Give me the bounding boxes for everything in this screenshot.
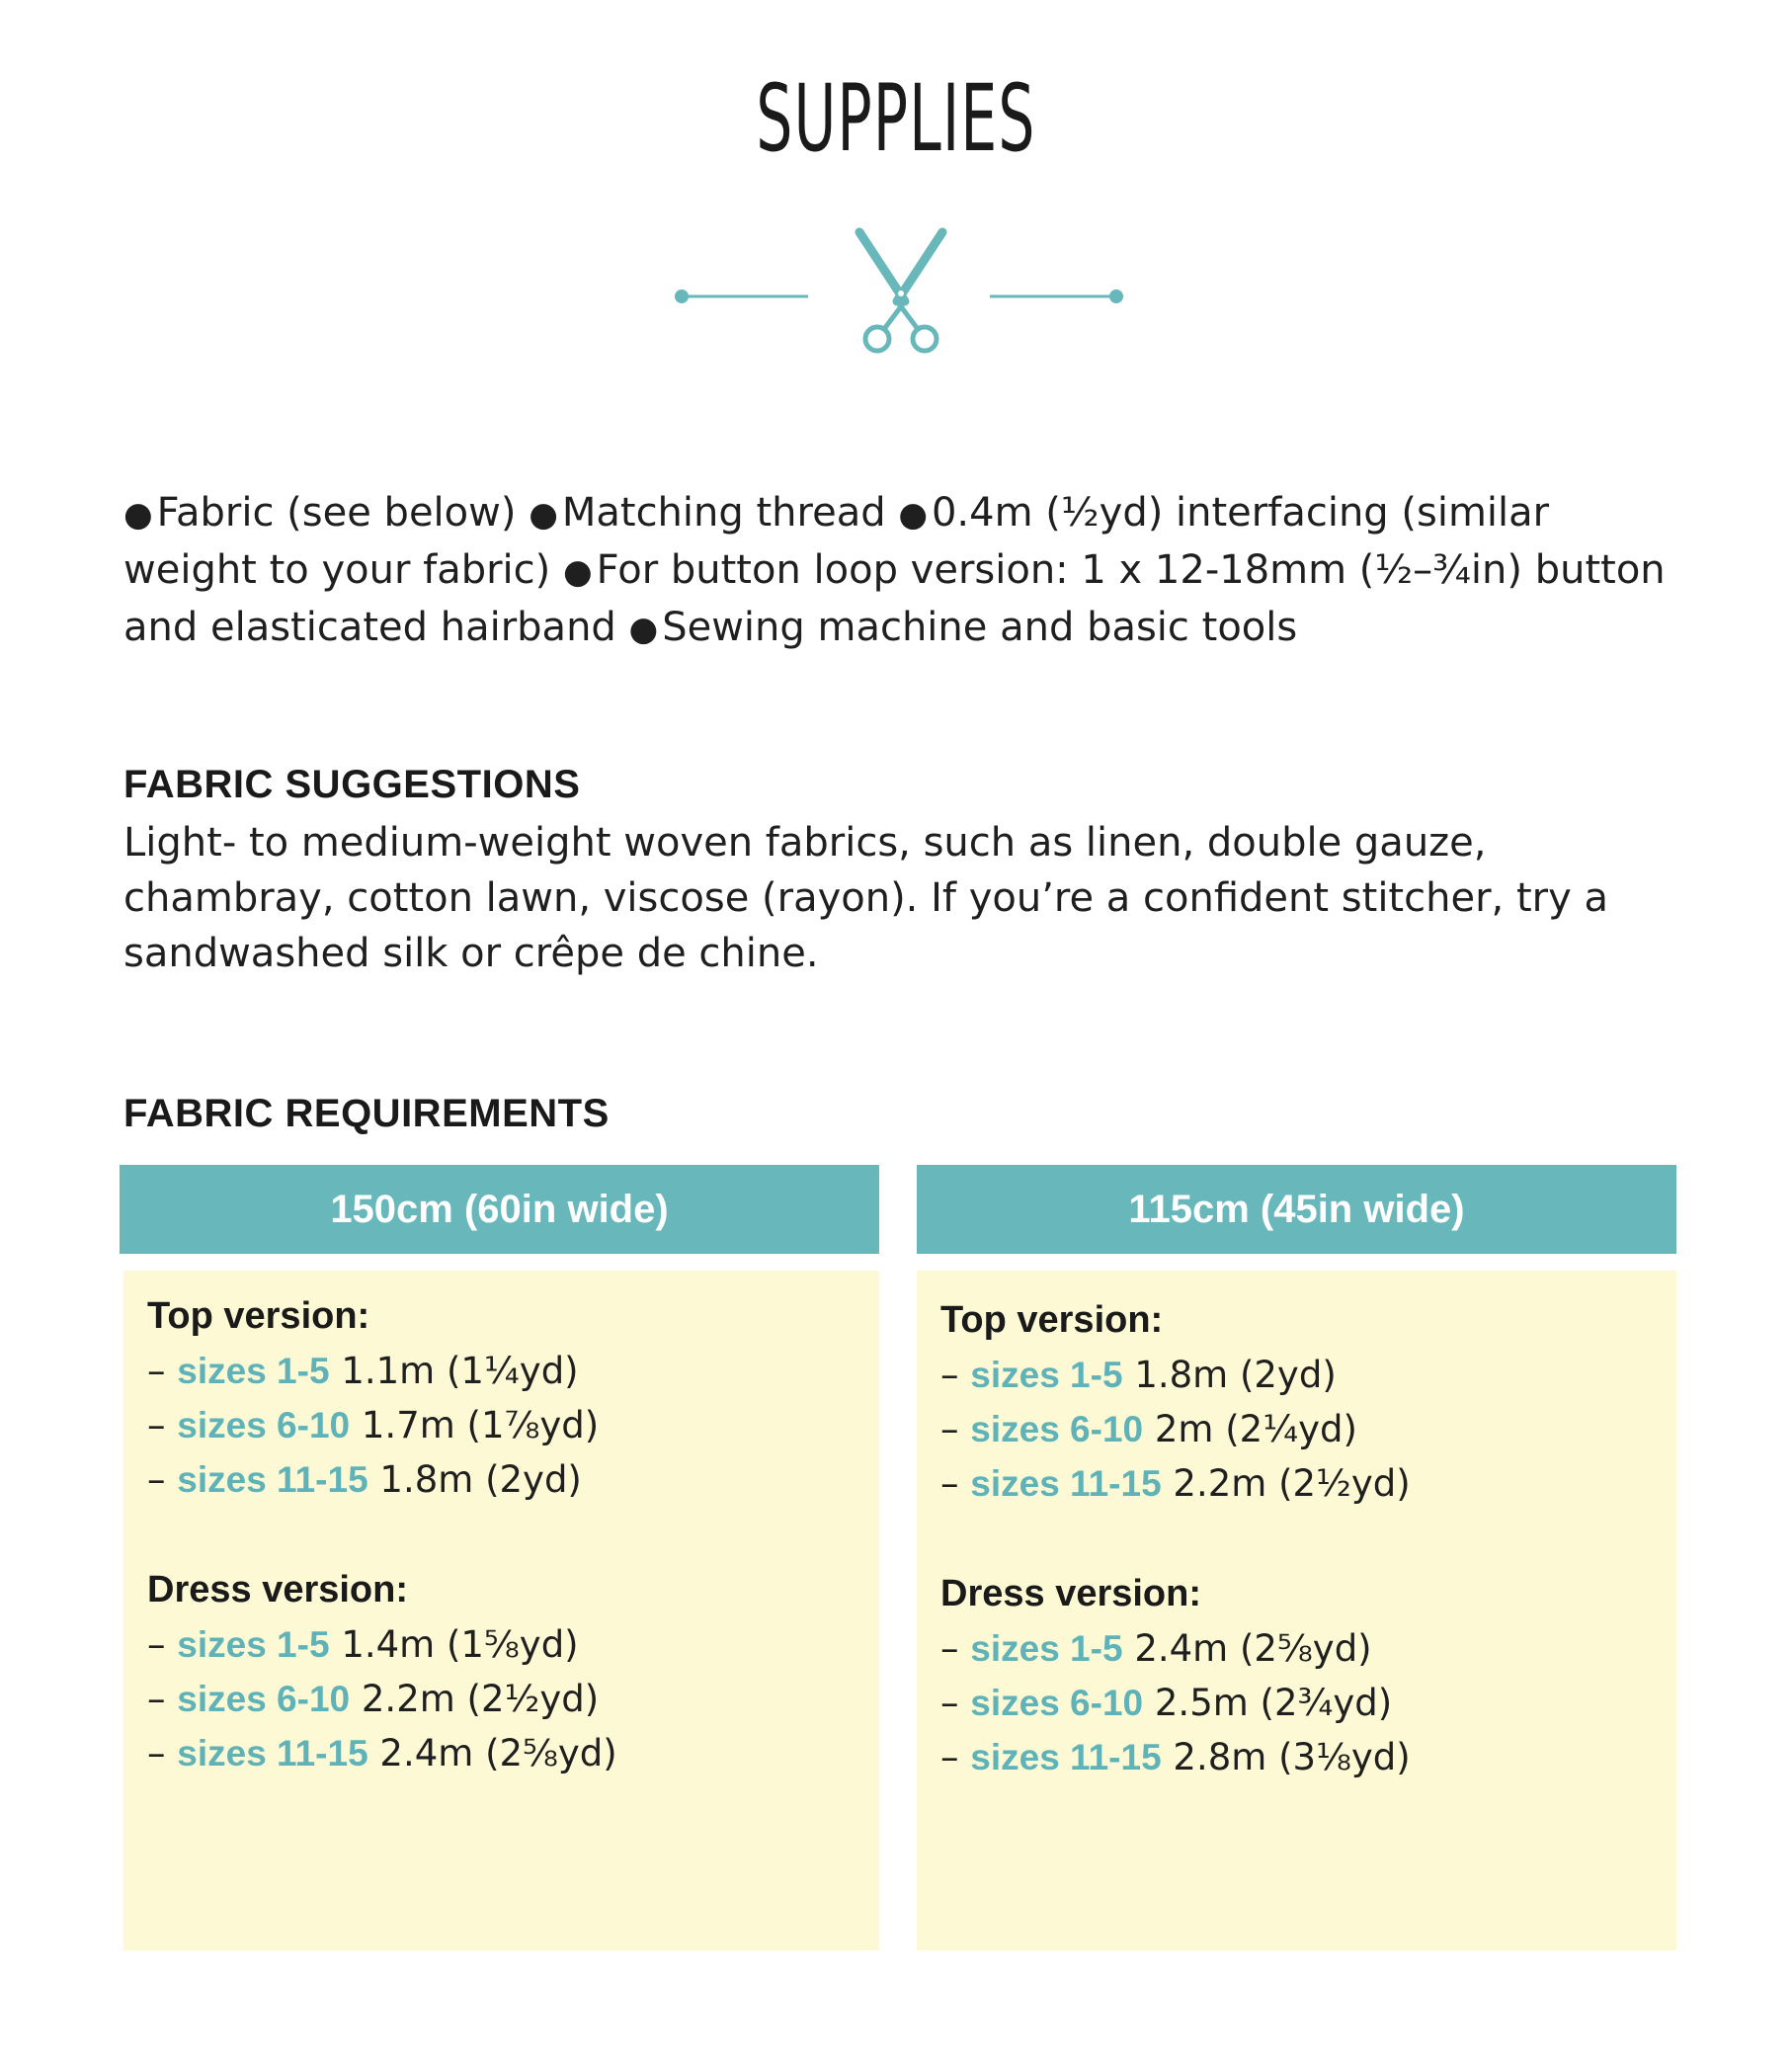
fabric-amount: 2.2m (2½yd) <box>361 1678 600 1720</box>
dash: – <box>147 1732 166 1774</box>
size-range: sizes 1-5 <box>177 1351 330 1391</box>
scissors-divider <box>662 222 1136 361</box>
fabric-amount: 2.5m (2¾yd) <box>1154 1682 1393 1724</box>
bullet-icon: ● <box>529 495 558 535</box>
requirement-row <box>940 1456 1676 1511</box>
fabric-amount: 2.4m (2⅝yd) <box>1134 1627 1372 1670</box>
size-range: sizes 6-10 <box>177 1405 351 1445</box>
requirement-row <box>940 1348 1676 1402</box>
dash: – <box>940 1736 959 1778</box>
bullet-icon: ● <box>628 610 659 649</box>
group-title-dress: Dress version: <box>147 1569 409 1610</box>
dash: – <box>940 1682 959 1724</box>
dash: – <box>147 1458 166 1501</box>
size-range: sizes 11-15 <box>177 1733 368 1774</box>
requirements-column-115cm <box>917 1165 1676 1950</box>
fabric-amount: 2m (2¼yd) <box>1154 1408 1357 1450</box>
size-range: sizes 1-5 <box>177 1624 330 1665</box>
dash: – <box>147 1404 166 1446</box>
size-range: sizes 6-10 <box>970 1683 1144 1723</box>
fabric-suggestions-text: Light- to medium-weight woven fabrics, such as linen, double gauze, chambray, cotton lawn, viscose (rayon). If you’re a confident stitcher, try a sandwashed silk or crêpe de chine. <box>123 820 1608 976</box>
fabric-requirements-heading: FABRIC REQUIREMENTS <box>123 1092 610 1135</box>
group-title-top: Top version: <box>147 1295 370 1337</box>
page-title: SUPPLIES <box>756 65 1036 173</box>
fabric-amount: 2.8m (3⅛yd) <box>1173 1736 1411 1778</box>
group-title-dress: Dress version: <box>940 1573 1202 1614</box>
fabric-suggestions-heading: FABRIC SUGGESTIONS <box>123 763 581 806</box>
scissors-icon <box>859 232 942 351</box>
requirements-column-150cm <box>120 1165 879 1950</box>
requirement-row <box>147 1617 879 1672</box>
group-title-top: Top version: <box>940 1299 1164 1341</box>
column-header: 150cm (60in wide) <box>120 1165 879 1254</box>
dash: – <box>940 1354 959 1396</box>
divider-line-right <box>990 289 1123 303</box>
supplies-list <box>123 485 1674 657</box>
dash: – <box>940 1408 959 1450</box>
column-header: 115cm (45in wide) <box>917 1165 1676 1254</box>
fabric-amount: 1.8m (2yd) <box>379 1458 582 1501</box>
dash: – <box>147 1678 166 1720</box>
requirement-row <box>147 1672 879 1726</box>
requirement-row <box>940 1730 1676 1784</box>
fabric-amount: 1.7m (1⅞yd) <box>361 1404 600 1446</box>
fabric-amount: 2.4m (2⅝yd) <box>379 1732 617 1774</box>
size-range: sizes 11-15 <box>970 1737 1162 1777</box>
size-range: sizes 1-5 <box>970 1355 1123 1395</box>
requirement-row <box>147 1398 879 1452</box>
fabric-amount: 1.1m (1¼yd) <box>341 1350 579 1392</box>
size-range: sizes 6-10 <box>970 1409 1144 1449</box>
fabric-amount: 1.8m (2yd) <box>1134 1354 1337 1396</box>
dash: – <box>940 1462 959 1505</box>
column-panel <box>917 1271 1676 1950</box>
requirement-row <box>147 1344 879 1398</box>
bullet-icon: ● <box>123 495 153 535</box>
size-range: sizes 6-10 <box>177 1679 351 1719</box>
size-range: sizes 1-5 <box>970 1628 1123 1669</box>
bullet-icon: ● <box>898 495 928 535</box>
fabric-amount: 2.2m (2½yd) <box>1173 1462 1411 1505</box>
dash: – <box>147 1623 166 1666</box>
dash: – <box>147 1350 166 1392</box>
supply-item: Matching thread <box>561 490 886 536</box>
requirement-row <box>147 1726 879 1780</box>
requirement-row <box>940 1621 1676 1676</box>
dash: – <box>940 1627 959 1670</box>
fabric-amount: 1.4m (1⅝yd) <box>341 1623 579 1666</box>
supply-item: Fabric (see below) <box>156 490 517 536</box>
divider-line-left <box>675 289 808 303</box>
requirement-row <box>940 1676 1676 1730</box>
column-panel <box>123 1271 879 1950</box>
supply-item: 0.4m (½yd) interfacing (similar weight to your fabric) <box>123 490 1550 593</box>
size-range: sizes 11-15 <box>970 1463 1162 1504</box>
bullet-icon: ● <box>562 552 593 592</box>
size-range: sizes 11-15 <box>177 1459 368 1500</box>
supply-item: For button loop version: 1 x 12-18mm (½–¾in) button and elasticated hairband <box>123 547 1666 650</box>
requirement-row <box>147 1452 879 1507</box>
supply-item: Sewing machine and basic tools <box>662 605 1298 650</box>
requirement-row <box>940 1402 1676 1456</box>
